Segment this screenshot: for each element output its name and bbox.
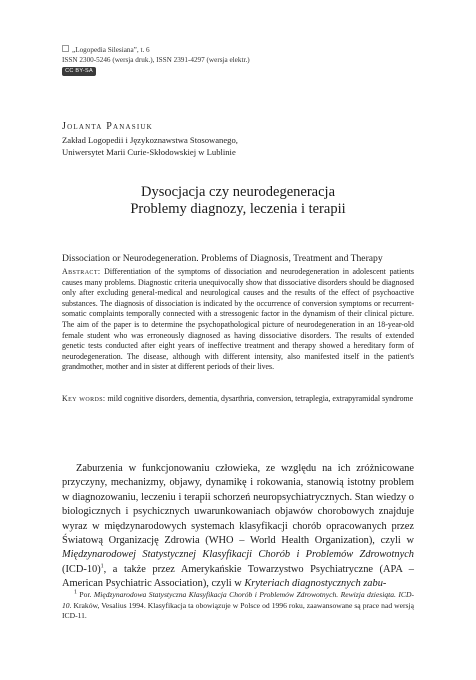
abstract bbox=[62, 267, 414, 373]
affiliation-line-2: Uniwersytet Marii Curie-Skłodowskiej w Lublinie bbox=[62, 146, 236, 157]
text-run: (ICD-10) bbox=[62, 563, 101, 575]
journal-name: „Logopedia Silesiana”, t. 6 bbox=[72, 46, 150, 54]
abstract-label: Abstract: bbox=[62, 267, 101, 276]
keywords bbox=[62, 394, 414, 405]
title-line-2: Problemy diagnozy, leczenia i terapii bbox=[130, 201, 346, 217]
keywords-label: Key words: bbox=[62, 394, 106, 403]
journal-line bbox=[62, 45, 250, 55]
body-text bbox=[62, 462, 414, 592]
italic-run: Międzynarodowej Statystycznej Klasyfikacji Chorób i Problemów Zdrowotnych bbox=[62, 549, 414, 561]
article-title bbox=[62, 184, 414, 218]
title-line-1: Dysocjacja czy neurodegeneracja bbox=[140, 184, 336, 200]
paragraph bbox=[62, 462, 414, 592]
english-title: Dissociation or Neurodegeneration. Problems of Diagnosis, Treatment and Therapy bbox=[62, 253, 383, 264]
footnote-ref[interactable]: 1 bbox=[100, 563, 104, 570]
italic-run: Kryteriach diagnostycznych zabu- bbox=[244, 578, 387, 590]
text-run: , a także przez Amerykańskie Towarzystwo Psychiatryczne (APA – American Psychiatric Association), czyli w bbox=[62, 563, 414, 590]
issn-line: ISSN 2300-5246 (wersja druk.), ISSN 2391-4297 (wersja elektr.) bbox=[62, 56, 250, 64]
text-run: . Kraków, Vesalius 1994. Klasyfikacja ta obowiązuje w Polsce od 1996 roku, zaawansowane są prace nad wersją ICD-11. bbox=[62, 600, 414, 621]
journal-header bbox=[62, 45, 250, 65]
abstract-text: Differentiation of the symptoms of dissociation and neurodegeneration in adolescent patients causes many problems. Diagnostic criteria unequivocally show that dissociative disorders should be diagnosed only after excluding general-medical and neurological causes and the results of the effect of psychoactive substances. The diagnosis of dissociation is indicated by the occurrence of conversion symptoms or recurrent-somatic complaints temporally connected with a stressogenic factor in the dynamism of their clinical picture. The aim of the paper is to determine the psychopathological picture of neurodegeneration in an 18-year-old female student who was erroneously diagnosed as having dissociative disorders. The results of extended genetic tests conducted after eight years of ineffective treatment and therapy showed a hereditary form of neurodegeneration. The disease, although with different intensity, also manifested itself in the patient's grandmother, mother and in sister at different periods of their lives. bbox=[62, 267, 414, 372]
affiliation-line-1: Zakład Logopedii i Językoznawstwa Stosowanego, bbox=[62, 135, 238, 145]
text-run: Zaburzenia w funkcjonowaniu człowieka, ze względu na ich zróżnicowane przyczyny, mechanizmy, objawy, dynamikę i rokowania, stanowią istotny problem w diagnozowaniu, leczeniu i terapii schorzeń neuropsychiatrycznych. Stan wiedzy o biologicznych i psychicznych uwarunkowaniach objawów chorobowych znajduje wyraz w międzynarodowych systemach klasyfikacji chorób opracowanych przez Światową Organizację Zdrowia (WHO – World Health Organization), czyli w bbox=[62, 463, 414, 547]
footnote-text bbox=[62, 590, 414, 622]
italic-run: Międzynarodowa Statystyczna Klasyfikacja Chorób i Problemów Zdrowotnych. Rewizja dziesiąta. ICD-10 bbox=[62, 590, 414, 610]
keywords-text: mild cognitive disorders, dementia, dysarthria, conversion, tetraplegia, extrapyramidal syndrome bbox=[107, 394, 414, 403]
text-run: Por. bbox=[77, 590, 94, 599]
license-badge[interactable]: CC BY-SA bbox=[62, 67, 96, 76]
footnote bbox=[62, 590, 414, 622]
author-affiliation bbox=[62, 135, 238, 158]
footnote-mark: 1 bbox=[74, 589, 77, 596]
square-icon bbox=[62, 45, 69, 52]
author-name: Jolanta Panasiuk bbox=[62, 121, 153, 132]
